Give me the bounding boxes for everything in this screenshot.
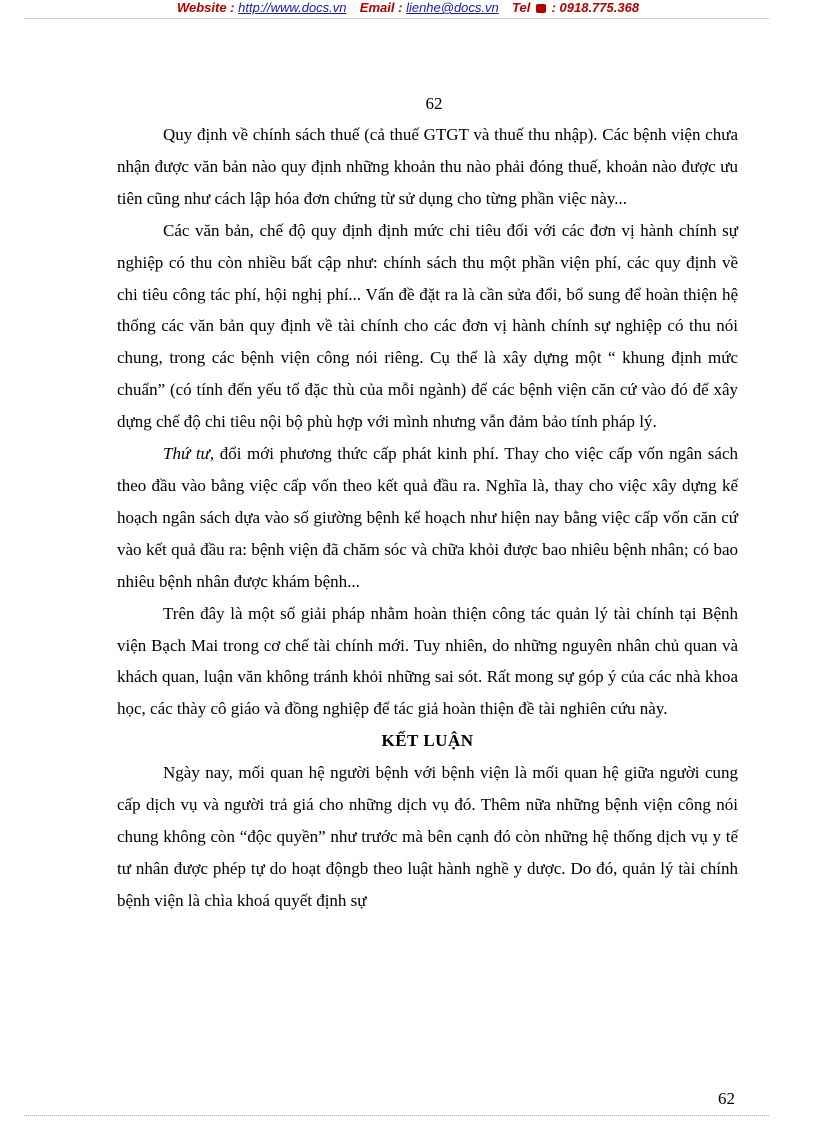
paragraph-conclusion: Ngày nay, mối quan hệ người bệnh với bệnh viện là mối quan hệ giữa người cung cấp dịch vụ và người trả giá cho những dịch vụ đó. Thêm nữa những bệnh viện công nói chung không còn “độc quyền” như trước mà bên cạnh đó còn những hệ thống dịch vụ y tế tư nhân được phép tự do hoạt độngb theo luật hành nghề y dược. Do đó, quản lý tài chính bệnh viện là chìa khoá quyết định sự (117, 763, 738, 910)
email-link[interactable]: lienhe@docs.vn (406, 0, 499, 15)
email-separator: : (398, 0, 403, 15)
telephone-icon (536, 4, 546, 13)
paragraph-funding-text: , đổi mới phương thức cấp phát kinh phí. Thay cho việc cấp vốn ngân sách theo đầu vào bằng việc cấp vốn theo kết quả đầu ra. Nghĩa là, thay cho việc xây dựng kế hoạch ngân sách dựa vào số giường bệnh kế hoạch như hiện nay bằng việc cấp vốn căn cứ vào kết quả đầu ra: bệnh viện đã chăm sóc và chữa khỏi được bao nhiêu bệnh nhân; có bao nhiêu bệnh nhân được khám bệnh... (117, 444, 738, 591)
paragraph-funding-method (117, 438, 738, 598)
paragraph-tax-policy: Quy định về chính sách thuế (cả thuế GTGT và thuế thu nhập). Các bệnh viện chưa nhận được văn bản nào quy định những khoản thu nào phải đóng thuế, khoản nào được ưu tiên cũng như cách lập hóa đơn chứng từ sử dụng cho từng phần việc này... (117, 125, 738, 208)
page-number-top: 62 (425, 94, 443, 113)
conclusion-heading: KẾT LUẬN (381, 731, 474, 751)
footer-divider (24, 1115, 769, 1116)
tel-label: Tel (512, 0, 531, 15)
page-number-bottom: 62 (718, 1089, 735, 1108)
document-body (117, 119, 738, 917)
website-separator: : (230, 0, 235, 15)
email-label: Email (359, 0, 395, 15)
website-link[interactable]: http://www.docs.vn (238, 0, 347, 15)
website-label: Website (176, 0, 227, 15)
paragraph-closing-remarks: Trên đây là một số giải pháp nhằm hoàn thiện công tác quản lý tài chính tại Bệnh viện Bạch Mai trong cơ chế tài chính mới. Tuy nhiên, do những nguyên nhân chủ quan và khách quan, luận văn không tránh khỏi những sai sót. Rất mong sự góp ý của các nhà khoa học, các thày cô giáo và đồng nghiệp để tác giả hoàn thiện đề tài nghiên cứu này. (117, 603, 738, 719)
tel-value: : 0918.775.368 (551, 0, 640, 15)
paragraph-spending-norms: Các văn bản, chế độ quy định định mức chi tiêu đối với các đơn vị hành chính sự nghiệp có thu còn nhiều bất cập như: chính sách thu một phần viện phí, các quy định về chi tiêu công tác phí, hội nghị phí... Vấn đề đặt ra là cần sửa đổi, bổ sung để hoàn thiện hệ thống các văn bản quy định về tài chính cho các đơn vị hành chính sự nghiệp có thu nói chung, trong các bệnh viện công nói riêng. Cụ thể là xây dựng một “ khung định mức chuẩn” (có tính đến yếu tố đặc thù của mỗi ngành) để các bệnh viện căn cứ vào đó để xây dựng chế độ chi tiêu nội bộ phù hợp với mình nhưng vẫn đảm bảo tính pháp lý. (117, 220, 738, 432)
paragraph-lead-italic: Thứ tư (163, 444, 210, 464)
site-header (0, 0, 816, 18)
header-divider (24, 18, 769, 19)
